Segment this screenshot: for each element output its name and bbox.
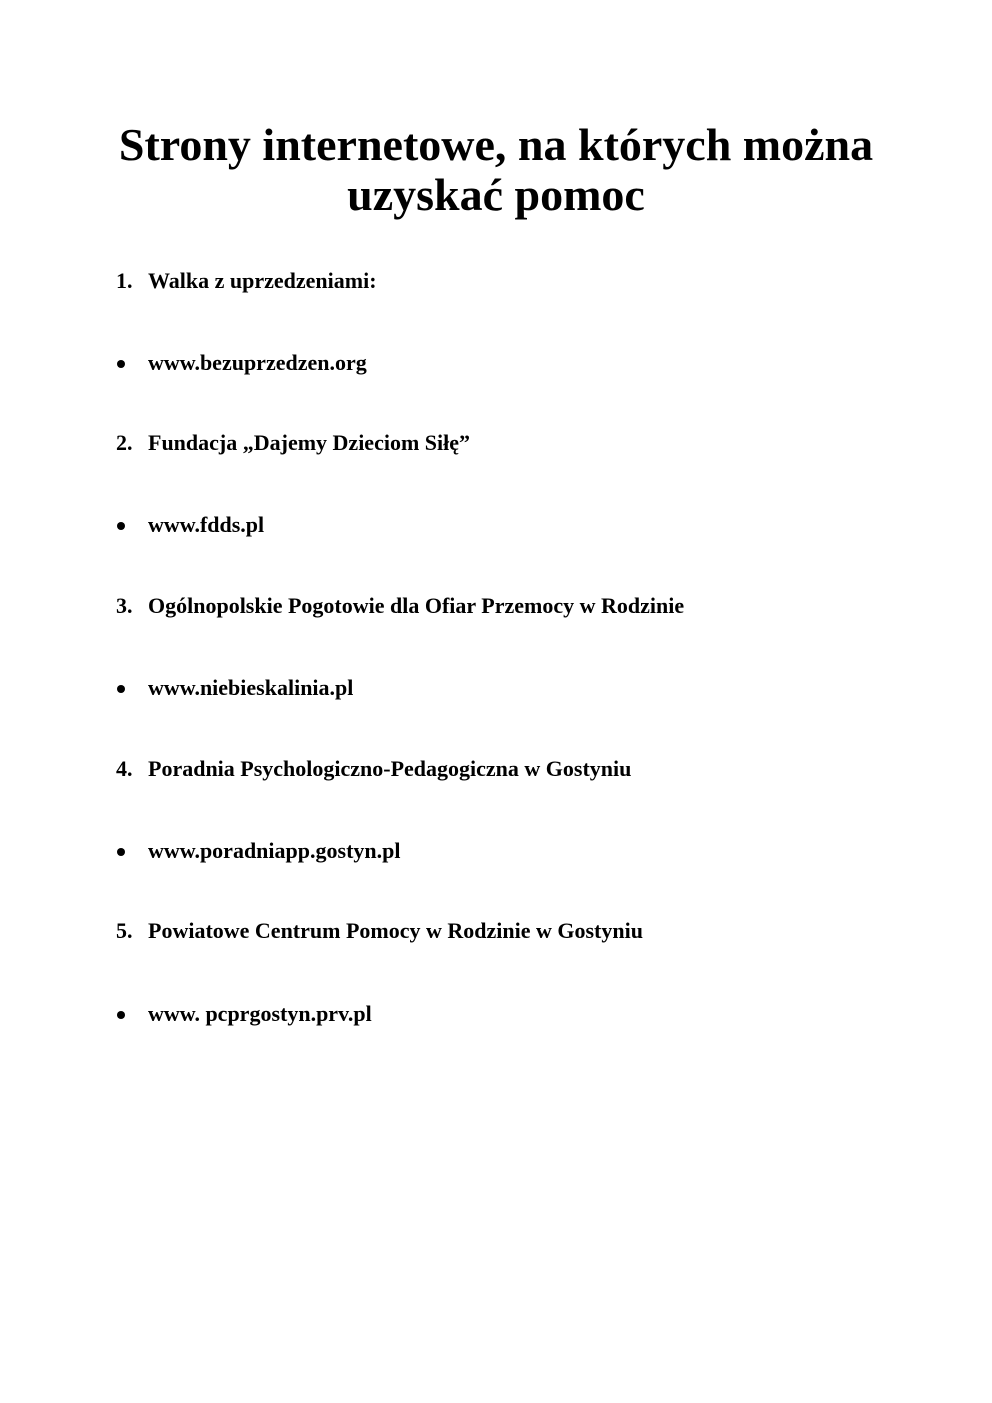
list-item-heading — [0, 266, 992, 296]
website-link: www.fdds.pl — [148, 512, 265, 537]
bullet-icon — [117, 522, 125, 530]
organization-name: Ogólnopolskie Pogotowie dla Ofiar Przemocy w Rodzinie — [148, 593, 685, 618]
website-link: www.bezuprzedzen.org — [148, 350, 367, 375]
list-item-heading — [0, 916, 992, 946]
bullet-icon — [117, 848, 125, 856]
bullet-icon — [117, 360, 125, 368]
bullet-icon — [117, 685, 125, 693]
list-item-heading — [0, 754, 992, 784]
organization-name: Powiatowe Centrum Pomocy w Rodzinie w Gostyniu — [148, 918, 643, 943]
page-title-continued: uzyskać pomoc — [347, 169, 645, 220]
list-item-heading — [0, 428, 992, 458]
list-item-link — [0, 510, 992, 540]
list-item-link — [0, 348, 992, 378]
organization-name: Poradnia Psychologiczno-Pedagogiczna w Gostyniu — [148, 756, 632, 781]
list-item-heading — [0, 591, 992, 621]
bullet-icon — [117, 1011, 125, 1019]
list-number: 4. — [116, 756, 133, 781]
list-number: 3. — [116, 593, 133, 618]
website-link: www.niebieskalinia.pl — [148, 675, 354, 700]
website-link: www.poradniapp.gostyn.pl — [148, 838, 401, 863]
organization-name: Fundacja „Dajemy Dzieciom Siłę” — [148, 430, 470, 455]
list-number: 2. — [116, 430, 133, 455]
page-title: Strony internetowe, na których można — [118, 119, 874, 170]
organization-name: Walka z uprzedzeniami: — [148, 268, 377, 293]
website-link: www. pcprgostyn.prv.pl — [148, 1001, 372, 1026]
list-item-link — [0, 999, 992, 1029]
list-number: 1. — [116, 268, 133, 293]
list-item-link — [0, 673, 992, 703]
list-number: 5. — [116, 918, 133, 943]
list-item-link — [0, 836, 992, 866]
